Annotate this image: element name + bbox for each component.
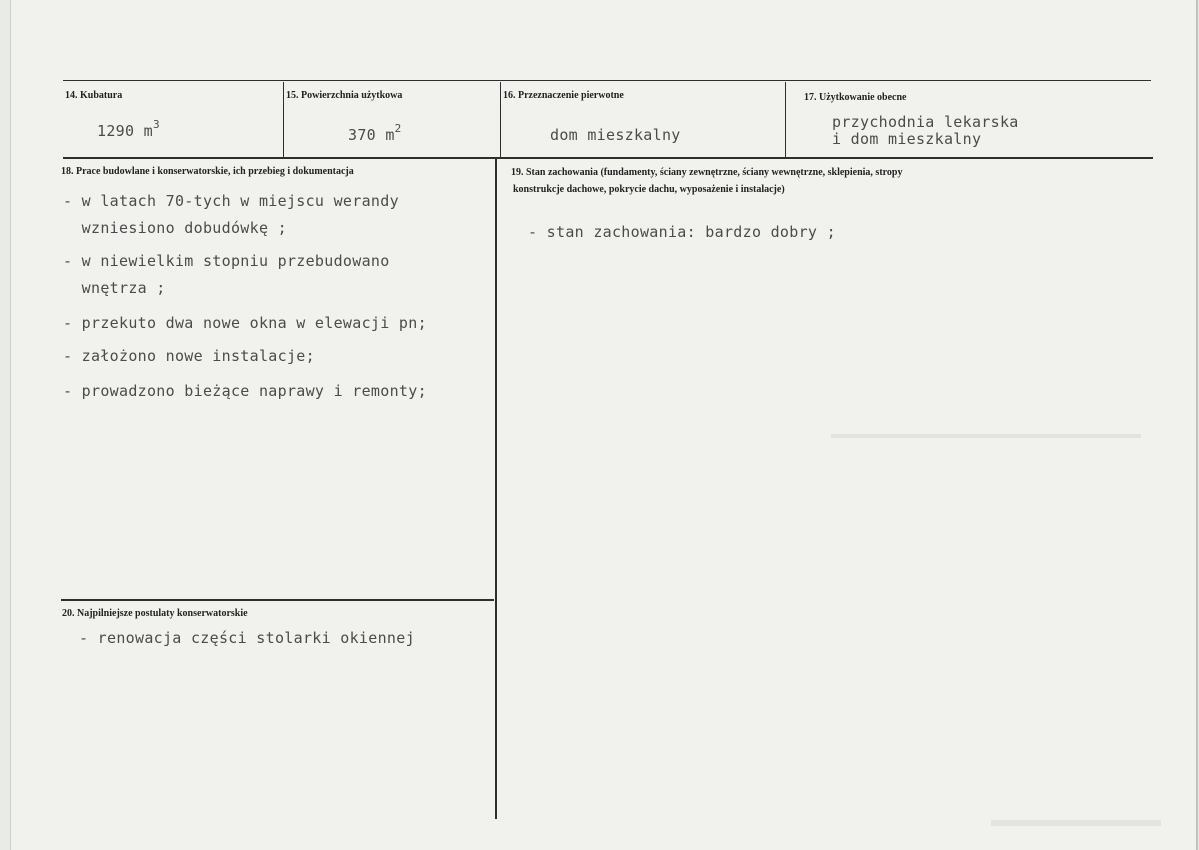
field-18-item-2-line2: wnętrza ;: [63, 279, 166, 297]
field-15-value: [348, 124, 402, 144]
record-card: [10, 0, 1198, 850]
field-14-label: 14. Kubatura: [65, 90, 123, 101]
field-20-value: - renowacja części stolarki okiennej: [79, 629, 415, 647]
field-18-item-1-line1: - w latach 70-tych w miejscu werandy: [63, 192, 399, 210]
field-18-item-2-line1: - w niewielkim stopniu przebudowano: [63, 252, 390, 270]
field-17-value-line2: i dom mieszkalny: [832, 130, 982, 148]
kubatura-value: 1290 m: [97, 122, 153, 140]
powierzchnia-unit-exponent: 2: [394, 122, 402, 135]
field-19-value: - stan zachowania: bardzo dobry ;: [528, 223, 836, 241]
field-19-label-line2: konstrukcje dachowe, pokrycie dachu, wyposażenie i instalacje): [513, 184, 785, 195]
bleed-through-mark: [831, 434, 1141, 438]
main-vertical-divider: [495, 159, 497, 819]
field-18-item-1-line2: wzniesiono dobudówkę ;: [63, 219, 287, 237]
field-18-item-3: - przekuto dwa nowe okna w elewacji pn;: [63, 314, 427, 332]
field-15-label: 15. Powierzchnia użytkowa: [286, 90, 403, 101]
field-17-label: 17. Użytkowanie obecne: [804, 92, 907, 103]
field-18-item-4: - założono nowe instalacje;: [63, 347, 315, 365]
field-20-label: 20. Najpilniejsze postulaty konserwatorskie: [62, 608, 248, 619]
field-18-label: 18. Prace budowlane i konserwatorskie, ich przebieg i dokumentacja: [61, 166, 354, 177]
field-16-value: dom mieszkalny: [550, 126, 681, 144]
field-14-value: [97, 120, 160, 140]
kubatura-unit-exponent: 3: [153, 118, 160, 131]
divider-16-17: [785, 82, 786, 158]
field-16-label: 16. Przeznaczenie pierwotne: [503, 90, 624, 101]
field-19-label-line1: 19. Stan zachowania (fundamenty, ściany zewnętrzne, ściany wewnętrzne, sklepienia, stropy: [511, 167, 903, 178]
divider-14-15: [283, 82, 284, 158]
field-18-item-5: - prowadzono bieżące naprawy i remonty;: [63, 382, 427, 400]
header-bottom-rule: [63, 157, 1153, 159]
divider-15-16: [500, 82, 501, 158]
header-top-rule: [63, 80, 1151, 81]
bleed-through-mark: [991, 820, 1161, 826]
field-17-value-line1: przychodnia lekarska: [832, 113, 1019, 131]
field-20-top-rule: [61, 599, 494, 601]
powierzchnia-value: 370 m: [348, 126, 395, 144]
